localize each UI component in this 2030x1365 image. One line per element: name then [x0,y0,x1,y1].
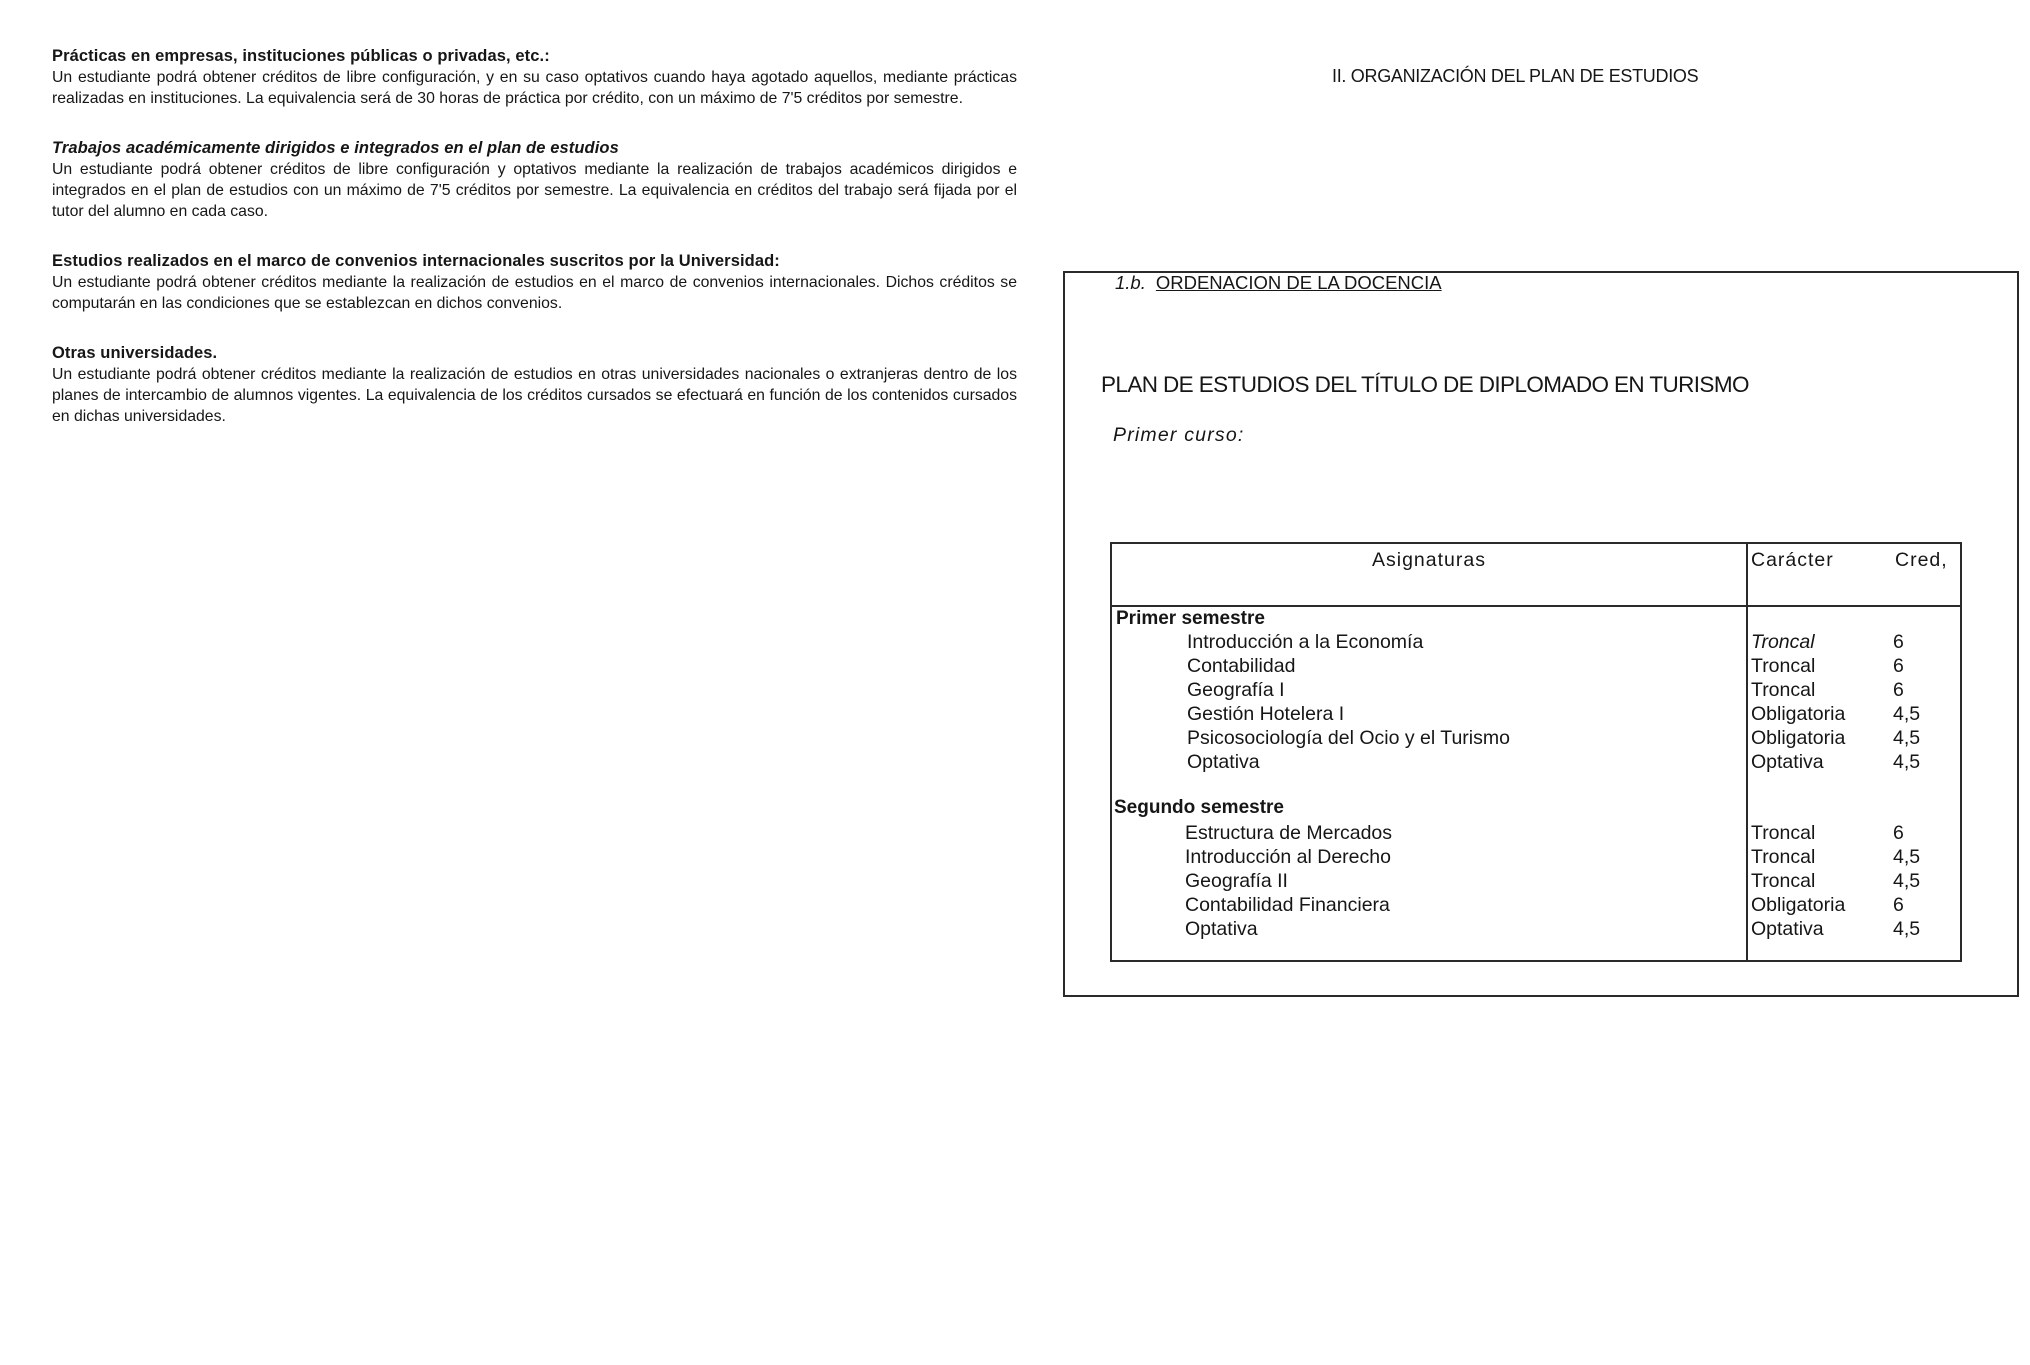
subject-cred: 4,5 [1893,918,1921,940]
subject-cred: 4,5 [1893,870,1921,892]
semester-label: Primer semestre [1116,608,1265,629]
subject-caracter: Troncal [1751,679,1816,701]
subject-caracter: Troncal [1751,655,1816,677]
doc-number: 1.b. [1115,272,1146,293]
table-row [1112,703,1960,727]
subject-cred: 4,5 [1893,703,1921,725]
subject-caracter: Obligatoria [1751,727,1846,749]
table-row [1112,679,1960,703]
doc-heading [1115,272,1442,294]
table-row [1112,631,1960,655]
subject-caracter: Optativa [1751,918,1824,940]
subject-name: Geografía I [1187,679,1285,701]
subject-name: Contabilidad [1187,655,1296,677]
subject-caracter: Troncal [1751,870,1816,892]
subject-cred: 4,5 [1893,846,1921,868]
subject-name: Psicosociología del Ocio y el Turismo [1187,727,1510,749]
subject-name: Introducción a la Economía [1187,631,1424,653]
section-convenios [52,251,1017,314]
table-row [1112,894,1960,918]
subject-name: Optativa [1187,751,1260,773]
subject-name: Optativa [1185,918,1258,940]
table-row [1112,822,1960,846]
section-body: Un estudiante podrá obtener créditos mediante la realización de estudios en otras universidades nacionales o extranjeras dentro de los planes de intercambio de alumnos vigentes. La equivalencia de los créditos cursados se efectuará en función de los contenidos cursados en dichas universidades. [52,366,1017,425]
section-practicas [52,46,1017,109]
organization-header: II. ORGANIZACIÓN DEL PLAN DE ESTUDIOS [1332,66,1699,86]
subject-cred: 6 [1893,631,1904,653]
section-trabajos [52,138,1017,222]
subject-cred: 6 [1893,894,1904,916]
left-column [52,46,1017,456]
section-body: Un estudiante podrá obtener créditos mediante la realización de estudios en el marco de convenios internacionales. Dichos créditos se computarán en las condiciones que se establezcan en dichos convenios. [52,274,1017,312]
subject-caracter: Troncal [1751,631,1815,653]
plan-title: PLAN DE ESTUDIOS DEL TÍTULO DE DIPLOMADO EN TURISMO [1101,372,1749,397]
header-divider [1112,605,1960,607]
table-row [1112,751,1960,775]
subject-name: Gestión Hotelera I [1187,703,1345,725]
curso-label: Primer curso: [1113,424,1245,446]
subject-caracter: Obligatoria [1751,894,1846,916]
subject-caracter: Optativa [1751,751,1824,773]
table-row [1112,655,1960,679]
section-body: Un estudiante podrá obtener créditos de libre configuración y optativos mediante la realización de trabajos académicos dirigidos e integrados en el plan de estudios con un máximo de 7'5 créditos por semestre. La equivalencia en créditos del trabajo será fijada por el tutor del alumno en cada caso. [52,161,1017,220]
subject-name: Contabilidad Financiera [1185,894,1390,916]
section-title: Prácticas en empresas, instituciones públicas o privadas, etc.: [52,47,550,65]
header-asignaturas: Asignaturas [1372,549,1486,571]
semester-label: Segundo semestre [1114,797,1284,818]
subject-name: Estructura de Mercados [1185,822,1393,844]
subject-cred: 6 [1893,679,1904,701]
subject-cred: 6 [1893,655,1904,677]
table-row [1112,918,1960,942]
subjects-table [1110,542,1962,962]
subject-cred: 6 [1893,822,1904,844]
section-body: Un estudiante podrá obtener créditos de libre configuración, y en su caso optativos cuando haya agotado aquellos, mediante prácticas realizadas en instituciones. La equivalencia será de 30 horas de práctica por crédito, con un máximo de 7'5 créditos por semestre. [52,69,1017,107]
table-row [1112,727,1960,751]
subject-cred: 4,5 [1893,751,1921,773]
subject-cred: 4,5 [1893,727,1921,749]
doc-heading-text: ORDENACION DE LA DOCENCIA [1155,272,1442,293]
subject-caracter: Troncal [1751,846,1816,868]
subject-name: Introducción al Derecho [1185,846,1391,868]
section-title: Estudios realizados en el marco de convenios internacionales suscritos por la Universidad: [52,252,780,270]
header-caracter: Carácter [1751,549,1834,571]
header-cred: Cred, [1895,549,1948,571]
section-title: Otras universidades. [52,344,218,362]
subject-caracter: Obligatoria [1751,703,1846,725]
subject-caracter: Troncal [1751,822,1816,844]
table-row [1112,846,1960,870]
table-row [1112,870,1960,894]
section-title: Trabajos académicamente dirigidos e integrados en el plan de estudios [52,139,619,157]
section-otras-universidades [52,343,1017,427]
subject-name: Geografía II [1185,870,1288,892]
